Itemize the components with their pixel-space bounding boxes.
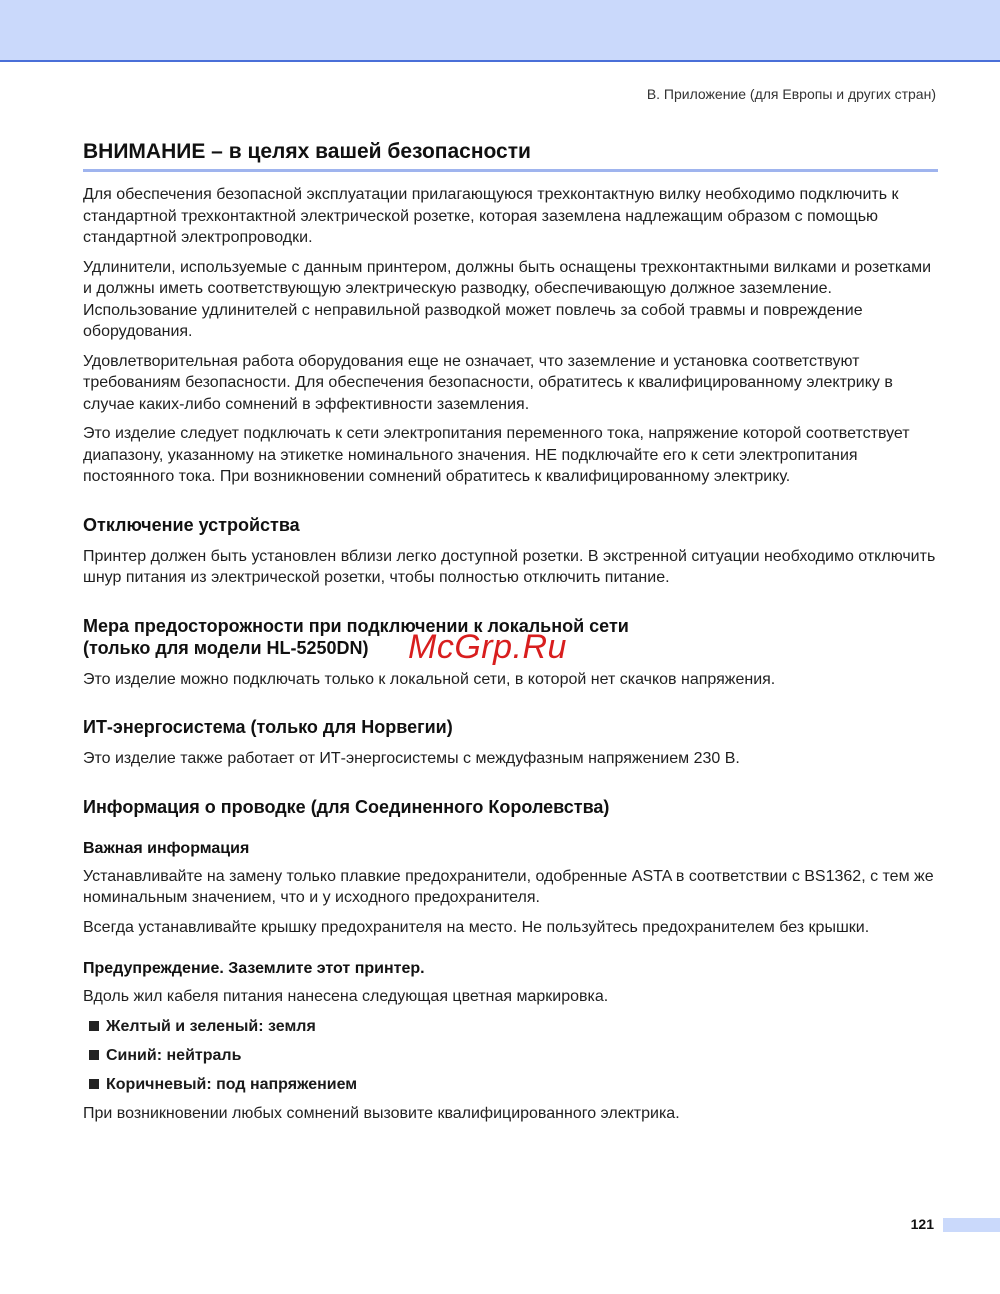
section-text: Это изделие можно подключать только к локальной сети, в которой нет скачков напряжения. — [83, 670, 776, 688]
square-bullet-icon — [89, 1021, 99, 1031]
top-header-band — [0, 0, 1000, 62]
subsection-heading: Важная информация — [83, 839, 250, 857]
subsection-text: Всегда устанавливайте крышку предохранителя на место. Не пользуйтесь предохранителем без крышки. — [83, 918, 870, 936]
section-disconnect — [83, 514, 938, 589]
list-item: Коричневый: под напряжением — [83, 1074, 938, 1095]
subsection-text: Устанавливайте на замену только плавкие предохранители, одобренные ASTA в соответствии с BS1362, с тем же номинальным значением, что и у исходного предохранителя. — [83, 867, 934, 906]
square-bullet-icon — [89, 1050, 99, 1060]
color-code-list — [83, 1016, 938, 1095]
section-it-power — [83, 716, 938, 770]
square-bullet-icon — [89, 1079, 99, 1089]
subsection-important — [83, 840, 938, 939]
paragraph-grounded-plug: Для обеспечения безопасной эксплуатации прилагающуюся трехконтактную вилку необходимо подключить к стандартной трехконтактной электрической розетке, которая заземлена надлежащим образом с помощью стандартной электропроводки. — [83, 186, 899, 246]
heading-line-1: Мера предосторожности при подключении к локальной сети — [83, 615, 629, 636]
paragraph-grounding-check: Удовлетворительная работа оборудования еще не означает, что заземление и установка соответствуют требованиям безопасности. Для обеспечения безопасности, обратитесь к квалифицированному электрику в случае каких-либо сомнений в эффективности заземления. — [83, 352, 893, 413]
list-item: Желтый и зеленый: земля — [83, 1016, 938, 1037]
section-text: Принтер должен быть установлен вблизи легко доступной розетки. В экстренной ситуации необходимо отключить шнур питания из электрической розетки, чтобы полностью отключить питание. — [83, 547, 936, 586]
section-wiring — [83, 796, 938, 1125]
subsection-text: Вдоль жил кабеля питания нанесена следующая цветная маркировка. — [83, 988, 609, 1005]
subsection-warning — [83, 960, 938, 1124]
page-title: ВНИМАНИЕ – в целях вашей безопасности — [83, 140, 938, 172]
paragraph-extension-cords: Удлинители, используемые с данным принтером, должны быть оснащены трехконтактными вилками и розетками и должны иметь соответствующую электрическую разводку, обеспечивающую должное заземление. Использование удлинителей с неправильной разводкой может повлечь за собой травмы и повреждение оборудования. — [83, 258, 932, 340]
heading-line-2: (только для модели HL-5250DN) — [83, 637, 369, 658]
section-heading: Отключение устройства — [83, 514, 300, 535]
watermark: McGrp.Ru — [408, 628, 567, 666]
page-tab-marker — [943, 1218, 1000, 1232]
closing-text: При возникновении любых сомнений вызовите квалифицированного электрика. — [83, 1104, 680, 1122]
section-heading: Информация о проводке (для Соединенного Королевства) — [83, 796, 610, 817]
section-heading: ИТ-энергосистема (только для Норвегии) — [83, 717, 453, 737]
page-number: 121 — [910, 1216, 934, 1232]
paragraph-ac-power: Это изделие следует подключать к сети электропитания переменного тока, напряжение которой соответствует диапазону, указанному на этикетке номинального значения. НЕ подключайте его к сети электропитания постоянного тока. При возникновении сомнений обратитесь к квалифицированному электрику. — [83, 425, 910, 485]
running-header: B. Приложение (для Европы и других стран) — [646, 86, 936, 102]
list-item: Синий: нейтраль — [83, 1045, 938, 1066]
section-text: Это изделие также работает от ИТ-энергосистемы с междуфазным напряжением 230 В. — [83, 750, 740, 767]
subsection-heading: Предупреждение. Заземлите этот принтер. — [83, 960, 425, 977]
